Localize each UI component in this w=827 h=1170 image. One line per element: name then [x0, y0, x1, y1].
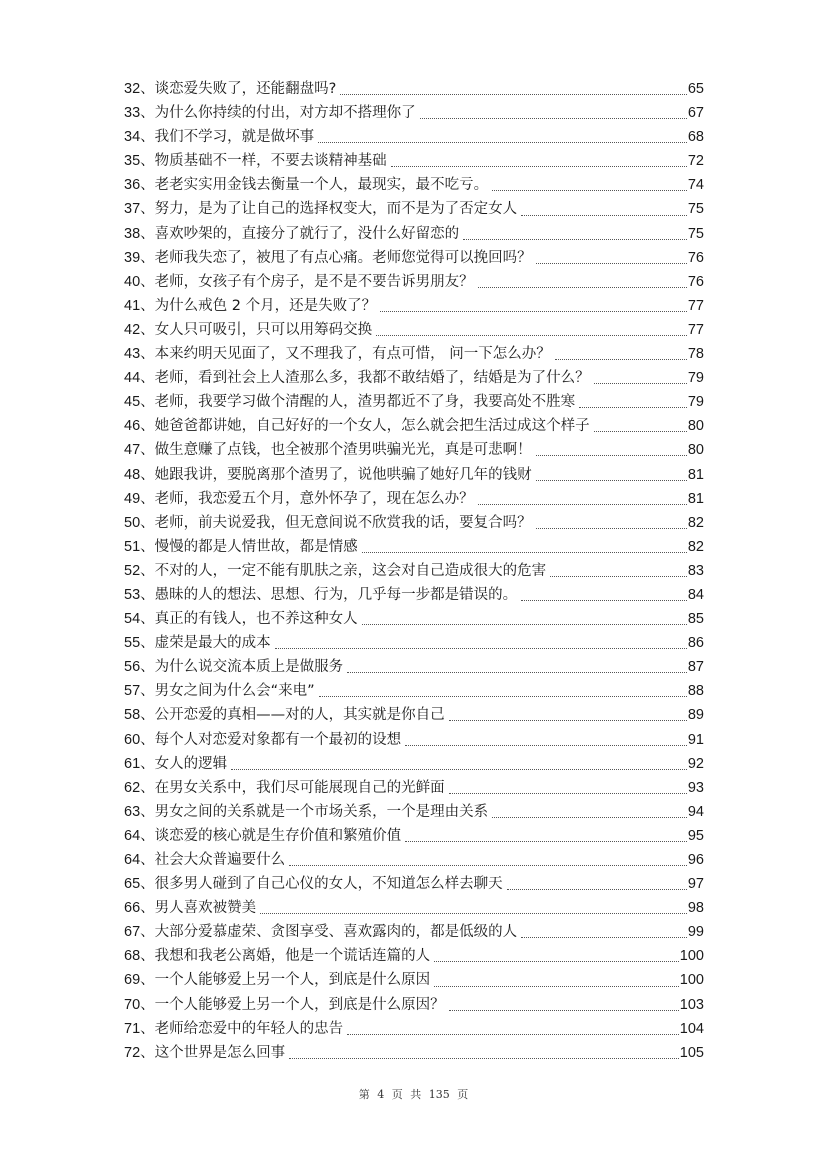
toc-entry-page-number: 78 [687, 346, 704, 363]
toc-entry[interactable] [124, 752, 704, 776]
toc-entry[interactable] [124, 679, 704, 703]
toc-entry-page-number: 81 [687, 466, 704, 483]
toc-entry-page-number: 65 [687, 81, 704, 97]
toc-entry-page-number: 81 [687, 490, 704, 507]
toc-entry-page-number: 68 [687, 129, 704, 146]
toc-dot-leader [449, 792, 687, 794]
toc-dot-leader [289, 1057, 679, 1059]
toc-entry-title: 男女之间的关系就是一个市场关系，一个是理由关系 [154, 803, 489, 820]
toc-entry-number: 66、 [124, 900, 155, 917]
footer-label-ye2: 页 [457, 1088, 469, 1101]
toc-entry[interactable] [124, 101, 704, 125]
toc-entry-title: 慢慢的都是人情世故，都是情感 [154, 538, 358, 555]
toc-entry-number: 32、 [124, 81, 155, 97]
toc-dot-leader [362, 551, 687, 553]
toc-entry-title: 很多男人碰到了自己心仪的女人，不知道怎么样去聊天 [154, 876, 503, 893]
toc-entry-title: 女人只可吸引，只可以用筹码交换 [154, 321, 373, 338]
toc-entry-number: 51、 [124, 538, 155, 555]
toc-entry[interactable] [124, 463, 704, 487]
toc-entry-title: 本来约明天见面了，又不理我了，有点可惜， 问一下怎么办？ [154, 346, 551, 363]
toc-entry-title: 不对的人，一定不能有肌肤之亲，这会对自己造成很大的危害 [154, 562, 547, 579]
toc-entry[interactable] [124, 535, 704, 559]
toc-entry-page-number: 103 [679, 996, 704, 1013]
toc-entry-number: 64、 [124, 852, 155, 868]
toc-entry[interactable] [124, 824, 704, 848]
toc-entry[interactable] [124, 559, 704, 583]
toc-entry[interactable] [124, 1041, 704, 1065]
toc-entry-page-number: 80 [687, 418, 704, 435]
toc-entry-number: 36、 [124, 177, 155, 194]
toc-entry-number: 64、 [124, 827, 155, 844]
toc-entry-number: 67、 [124, 924, 155, 941]
toc-dot-leader [231, 768, 687, 770]
toc-entry-page-number: 77 [687, 321, 704, 338]
toc-entry-page-number: 85 [687, 611, 704, 628]
toc-entry[interactable] [124, 414, 704, 438]
toc-entry[interactable] [124, 294, 704, 318]
toc-entry-title: 她跟我讲，要脱离那个渣男了，说他哄骗了她好几年的钱财 [154, 466, 532, 483]
toc-entry-title: 真正的有钱人，也不养这种女人 [154, 611, 358, 628]
toc-entry[interactable] [124, 77, 704, 101]
toc-entry-page-number: 74 [687, 177, 704, 194]
toc-entry[interactable] [124, 366, 704, 390]
toc-entry[interactable] [124, 968, 704, 992]
toc-entry-number: 72、 [124, 1044, 155, 1061]
toc-entry-number: 71、 [124, 1020, 155, 1037]
toc-entry[interactable] [124, 776, 704, 800]
toc-entry-page-number: 79 [687, 370, 704, 387]
toc-dot-leader [347, 1033, 679, 1035]
toc-entry-number: 41、 [124, 297, 155, 314]
toc-entry[interactable] [124, 993, 704, 1017]
toc-entry-number: 50、 [124, 514, 155, 531]
toc-entry-title: 为什么你持续的付出，对方却不搭理你了 [154, 105, 416, 122]
toc-dot-leader [405, 840, 687, 842]
toc-entry-title: 老师，女孩子有个房子，是不是不要告诉男朋友？ [154, 273, 474, 290]
toc-entry-number: 38、 [124, 225, 155, 242]
toc-entry-number: 44、 [124, 370, 155, 387]
toc-entry-title: 努力，是为了让自己的选择权变大，而不是为了否定女人 [154, 201, 518, 218]
toc-entry[interactable] [124, 728, 704, 752]
toc-entry-title: 男女之间为什么会“来电” [154, 683, 315, 700]
toc-dot-leader [391, 165, 687, 167]
toc-entry-page-number: 100 [679, 972, 704, 989]
toc-dot-leader [594, 382, 687, 384]
toc-entry-number: 37、 [124, 201, 155, 218]
toc-entry-title: 老老实实用金钱去衡量一个人，最现实，最不吃亏。 [154, 177, 489, 194]
toc-entry-number: 70、 [124, 996, 155, 1013]
toc-entry-number: 45、 [124, 394, 155, 411]
toc-dot-leader [550, 575, 687, 577]
toc-entry-title: 老师，我要学习做个清醒的人，渣男都近不了身，我要高处不胜寒 [154, 394, 576, 411]
toc-entry-number: 52、 [124, 562, 155, 579]
toc-dot-leader [521, 599, 687, 601]
toc-entry[interactable] [124, 197, 704, 221]
toc-entry[interactable] [124, 703, 704, 727]
toc-entry-title: 谈恋爱的核心就是生存价值和繁殖价值 [154, 827, 402, 844]
toc-dot-leader [521, 936, 687, 938]
toc-entry[interactable] [124, 149, 704, 173]
toc-entry[interactable] [124, 270, 704, 294]
toc-entry-number: 53、 [124, 586, 155, 603]
toc-entry-page-number: 91 [687, 731, 704, 748]
toc-entry-page-number: 72 [687, 153, 704, 170]
toc-dot-leader [478, 503, 687, 505]
toc-entry-title: 老师，前夫说爱我，但无意间说不欣赏我的话，要复合吗？ [154, 514, 532, 531]
toc-dot-leader [347, 671, 687, 673]
toc-entry-title: 公开恋爱的真相——对的人，其实就是你自己 [154, 707, 445, 724]
toc-dot-leader [536, 262, 687, 264]
toc-entry-number: 69、 [124, 972, 155, 989]
toc-entry-number: 60、 [124, 731, 155, 748]
toc-entry-page-number: 82 [687, 538, 704, 555]
toc-entry[interactable] [124, 246, 704, 270]
table-of-contents [124, 77, 704, 1065]
toc-dot-leader [434, 960, 679, 962]
toc-entry[interactable] [124, 222, 704, 246]
toc-entry-page-number: 67 [687, 105, 704, 122]
toc-entry-page-number: 79 [687, 394, 704, 411]
toc-dot-leader [492, 816, 687, 818]
toc-entry-title: 老师，看到社会上人渣那么多，我都不敢结婚了，结婚是为了什么？ [154, 370, 590, 387]
toc-dot-leader [536, 527, 687, 529]
toc-entry-title: 老师，我恋爱五个月，意外怀孕了，现在怎么办？ [154, 490, 474, 507]
toc-entry-page-number: 77 [687, 297, 704, 314]
toc-entry-number: 55、 [124, 635, 155, 652]
toc-entry-number: 43、 [124, 346, 155, 363]
toc-entry-page-number: 93 [687, 779, 704, 796]
toc-entry-title: 这个世界是怎么回事 [154, 1044, 286, 1061]
toc-entry[interactable] [124, 655, 704, 679]
toc-entry[interactable] [124, 1017, 704, 1041]
toc-entry-title: 社会大众普遍要什么 [154, 852, 286, 868]
toc-entry-title: 谈恋爱失败了，还能翻盘吗? [154, 81, 337, 97]
toc-entry[interactable] [124, 511, 704, 535]
toc-entry-page-number: 100 [679, 948, 704, 965]
toc-entry-number: 65、 [124, 876, 155, 893]
toc-entry-number: 40、 [124, 273, 155, 290]
toc-entry-page-number: 94 [687, 803, 704, 820]
toc-dot-leader [594, 430, 687, 432]
toc-entry-page-number: 82 [687, 514, 704, 531]
toc-dot-leader [318, 141, 687, 143]
toc-entry-number: 56、 [124, 659, 155, 676]
toc-entry[interactable] [124, 390, 704, 414]
toc-entry[interactable] [124, 125, 704, 149]
toc-entry-page-number: 104 [679, 1020, 704, 1037]
toc-entry-page-number: 98 [687, 900, 704, 917]
toc-entry-title: 我想和我老公离婚，他是一个谎话连篇的人 [154, 948, 431, 965]
toc-entry-page-number: 83 [687, 562, 704, 579]
toc-entry-number: 57、 [124, 683, 155, 700]
toc-dot-leader [340, 93, 687, 95]
toc-entry[interactable] [124, 438, 704, 462]
toc-entry-page-number: 75 [687, 225, 704, 242]
toc-dot-leader [376, 334, 687, 336]
toc-entry-page-number: 75 [687, 201, 704, 218]
toc-dot-leader [492, 189, 687, 191]
toc-entry-title: 一个人能够爱上另一个人，到底是什么原因？ [154, 996, 445, 1013]
toc-entry-page-number: 96 [687, 852, 704, 868]
toc-entry-number: 46、 [124, 418, 155, 435]
toc-entry-number: 48、 [124, 466, 155, 483]
toc-entry-title: 女人的逻辑 [154, 755, 228, 772]
toc-entry-title: 大部分爱慕虚荣、贪图享受、喜欢露肉的，都是低级的人 [154, 924, 518, 941]
toc-entry-number: 54、 [124, 611, 155, 628]
toc-dot-leader [405, 744, 687, 746]
toc-entry[interactable] [124, 583, 704, 607]
toc-entry-page-number: 76 [687, 249, 704, 266]
toc-entry-title: 为什么戒色 2 个月，还是失败了？ [154, 297, 377, 314]
toc-entry-page-number: 99 [687, 924, 704, 941]
toc-entry-number: 58、 [124, 707, 155, 724]
toc-entry-title: 每个人对恋爱对象都有一个最初的设想 [154, 731, 402, 748]
toc-dot-leader [536, 454, 687, 456]
toc-entry-page-number: 95 [687, 827, 704, 844]
toc-dot-leader [260, 912, 687, 914]
toc-dot-leader [289, 864, 687, 866]
toc-entry[interactable] [124, 872, 704, 896]
toc-entry-page-number: 87 [687, 659, 704, 676]
toc-entry-page-number: 89 [687, 707, 704, 724]
toc-entry-title: 老师给恋爱中的年轻人的忠告 [154, 1020, 344, 1037]
toc-entry-page-number: 76 [687, 273, 704, 290]
toc-entry[interactable] [124, 920, 704, 944]
toc-entry[interactable] [124, 944, 704, 968]
toc-entry-number: 61、 [124, 755, 155, 772]
toc-dot-leader [579, 406, 687, 408]
toc-entry-title: 物质基础不一样，不要去谈精神基础 [154, 153, 387, 170]
toc-entry-page-number: 84 [687, 586, 704, 603]
toc-entry-number: 39、 [124, 249, 155, 266]
toc-dot-leader [521, 214, 687, 216]
toc-entry-number: 34、 [124, 129, 155, 146]
footer-total-pages: 135 [428, 1088, 450, 1101]
toc-dot-leader [275, 647, 687, 649]
toc-entry-title: 为什么说交流本质上是做服务 [154, 659, 344, 676]
toc-entry-page-number: 105 [679, 1044, 704, 1061]
toc-dot-leader [434, 985, 679, 987]
toc-entry[interactable] [124, 342, 704, 366]
toc-dot-leader [507, 888, 687, 890]
toc-entry[interactable] [124, 896, 704, 920]
toc-entry-title: 做生意赚了点钱，也全被那个渣男哄骗光光，真是可悲啊！ [154, 442, 532, 459]
toc-entry-title: 我们不学习，就是做坏事 [154, 129, 315, 146]
toc-entry-title: 男人喜欢被赞美 [154, 900, 257, 917]
toc-entry[interactable] [124, 800, 704, 824]
toc-entry[interactable] [124, 631, 704, 655]
toc-dot-leader [420, 117, 687, 119]
toc-entry-title: 在男女关系中，我们尽可能展现自己的光鲜面 [154, 779, 445, 796]
toc-dot-leader [555, 358, 687, 360]
toc-entry-number: 33、 [124, 105, 155, 122]
footer-current-page: 4 [377, 1088, 385, 1101]
toc-entry-number: 47、 [124, 442, 155, 459]
toc-entry[interactable] [124, 487, 704, 511]
toc-entry-page-number: 88 [687, 683, 704, 700]
toc-entry-page-number: 92 [687, 755, 704, 772]
toc-entry-number: 35、 [124, 153, 155, 170]
toc-entry-title: 一个人能够爱上另一个人，到底是什么原因 [154, 972, 431, 989]
toc-entry-title: 虚荣是最大的成本 [154, 635, 271, 652]
toc-dot-leader [449, 719, 687, 721]
toc-entry[interactable] [124, 607, 704, 631]
toc-entry[interactable] [124, 318, 704, 342]
toc-entry-number: 68、 [124, 948, 155, 965]
toc-entry-title: 老师我失恋了，被甩了有点心痛。老师您觉得可以挽回吗？ [154, 249, 532, 266]
toc-dot-leader [478, 286, 687, 288]
toc-entry-page-number: 86 [687, 635, 704, 652]
page-footer [0, 1086, 827, 1102]
footer-label-di: 第 [358, 1088, 370, 1101]
toc-dot-leader [463, 238, 687, 240]
toc-entry-page-number: 80 [687, 442, 704, 459]
toc-entry-title: 她爸爸都讲她，自己好好的一个女人，怎么就会把生活过成这个样子 [154, 418, 590, 435]
toc-dot-leader [362, 623, 687, 625]
toc-dot-leader [319, 695, 687, 697]
footer-label-ye: 页 [391, 1088, 403, 1101]
toc-entry-number: 62、 [124, 779, 155, 796]
toc-entry-page-number: 97 [687, 876, 704, 893]
toc-dot-leader [449, 1009, 679, 1011]
toc-entry-title: 喜欢吵架的，直接分了就行了，没什么好留恋的 [154, 225, 460, 242]
toc-entry-number: 63、 [124, 803, 155, 820]
toc-entry-number: 49、 [124, 490, 155, 507]
toc-entry[interactable] [124, 173, 704, 197]
toc-dot-leader [536, 479, 687, 481]
toc-entry-title: 愚昧的人的想法、思想、行为，几乎每一步都是错误的。 [154, 586, 518, 603]
toc-dot-leader [380, 310, 687, 312]
toc-entry[interactable] [124, 848, 704, 872]
footer-label-gong: 共 [410, 1088, 422, 1101]
toc-entry-number: 42、 [124, 321, 155, 338]
